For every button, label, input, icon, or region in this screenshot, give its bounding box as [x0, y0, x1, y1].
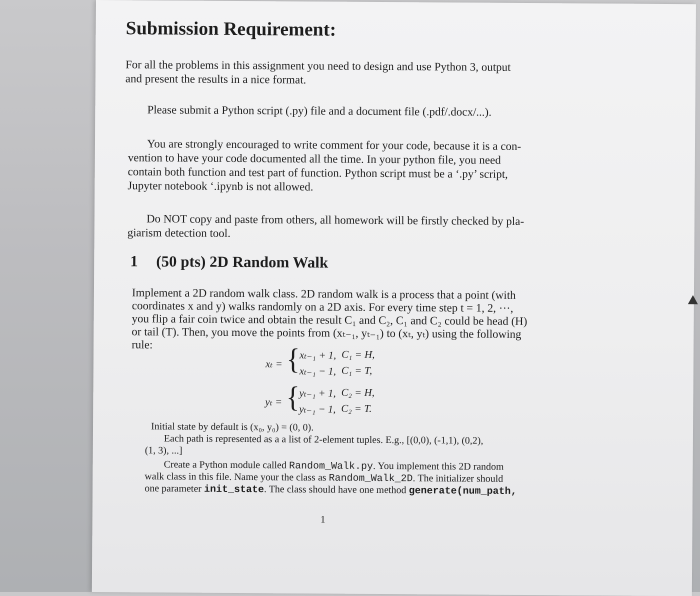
eq-x-row1-expr: xₜ₋₁ + 1,	[299, 350, 337, 362]
eq-y-row1-cond: C₂ = H,	[341, 387, 375, 399]
module-filename: Random_Walk.py	[288, 461, 374, 473]
comment-line-4: Jupyter notebook ‘.ipynb is not allowed.	[127, 180, 314, 194]
module-line-1-pre: Create a Python module called	[163, 459, 290, 472]
class-name: Random_Walk_2D	[328, 473, 413, 486]
eq-x-row1-cond: C₁ = H,	[341, 349, 375, 361]
body-line-4: or tail (T). Then, you move the points from (xₜ₋₁, yₜ₋₁) to (xₜ, yₜ) using the following	[131, 326, 522, 341]
path-line-2: (1, 3), ...]	[144, 445, 183, 457]
page-title: Submission Requirement:	[125, 18, 337, 41]
module-line-1-post: . You implement this 2D random	[372, 460, 504, 473]
module-line-3	[145, 482, 517, 499]
comment-line-2: vention to have your code documented all the time. In your python file, you need	[127, 152, 501, 167]
eq-y-lhs: yₜ =	[265, 397, 283, 409]
plagiarism-line-1: Do NOT copy and paste from others, all homework will be firstly checked by pla-	[146, 213, 525, 228]
intro-line-2: and present the results in a nice format.	[125, 73, 307, 87]
eq-x-brace: {	[286, 343, 301, 377]
eq-x-row2-cond: C₁ = T,	[341, 365, 373, 377]
eq-y-row2-cond: C₂ = T.	[341, 403, 372, 415]
comment-line-1: You are strongly encouraged to write comment for your code, because it is a con-	[146, 138, 522, 153]
eq-y-brace: {	[286, 381, 300, 415]
submit-instruction: Please submit a Python script (.py) file and a document file (.pdf/.docx/...).	[147, 104, 492, 119]
eq-y-row2-expr: yₜ₋₁ − 1,	[299, 404, 336, 416]
eq-x-lhs: xₜ =	[265, 359, 283, 371]
module-line-2-pre: walk class in this file. Name your the class as	[144, 471, 329, 484]
module-line-2-post: . The initializer should	[412, 473, 504, 485]
body-line-3: you flip a fair coin twice and obtain the result C₁ and C₂, C₁ and C₂ could be head (H)	[131, 313, 528, 329]
init-param: init_state	[203, 484, 265, 497]
pointer-cursor-icon	[688, 295, 698, 304]
body-line-1: Implement a 2D random walk class. 2D random walk is a process that a point (with	[131, 287, 516, 302]
section-number: 1	[130, 253, 138, 271]
module-line-3-mid: . The class should have one method	[263, 484, 409, 497]
document-page	[92, 0, 696, 596]
comment-line-3: contain both function and test part of function. Python script must be a ‘.py’ script,	[127, 166, 509, 181]
page-number: 1	[320, 514, 326, 526]
module-line-3-pre: one parameter	[144, 483, 205, 495]
body-line-2: coordinates x and y) walks randomly on a 2D axis. For every time step t = 1, 2, ···,	[131, 300, 514, 315]
plagiarism-line-2: giarism detection tool.	[127, 227, 231, 240]
body-line-5: rule:	[131, 339, 153, 352]
section-title: (50 pts) 2D Random Walk	[156, 253, 329, 272]
method-signature: generate(num_path,	[408, 486, 517, 498]
path-line-1: Each path is represented as a a list of 2-element tuples. E.g., [(0,0), (-1,1), (0,2),	[163, 433, 484, 447]
intro-line-1: For all the problems in this assignment you need to design and use Python 3, output	[125, 59, 511, 74]
initial-state-line: Initial state by default is (x₀, y₀) = (0, 0).	[150, 421, 314, 434]
eq-y-row1-expr: yₜ₋₁ + 1,	[299, 388, 336, 400]
eq-x-row2-expr: xₜ₋₁ − 1,	[299, 366, 337, 378]
